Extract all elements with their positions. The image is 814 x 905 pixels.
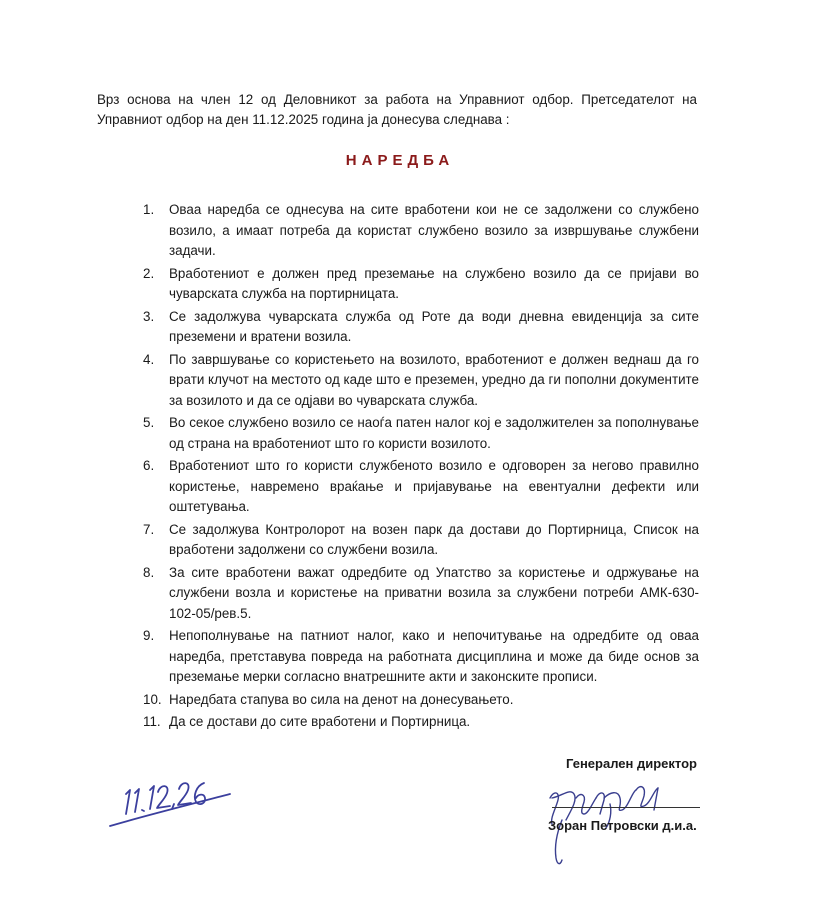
- list-item: [143, 520, 699, 561]
- handwritten-date: [104, 770, 244, 830]
- item-text: Се задолжува Контролорот на возен парк да достави до Портирница, Список на вработени задолжени со службени возила.: [169, 521, 699, 557]
- item-text: Се задолжува чуварската служба од Роте да води дневна евиденција за сите преземени и вратени возила.: [169, 308, 699, 344]
- item-number: 1.: [143, 202, 155, 217]
- item-text: Вработениот што го користи службеното возило е одговорен за негово правилно користење, навремено враќање и пријавување на евентуални дефекти или оштетувања.: [169, 458, 699, 514]
- list-item: [143, 413, 699, 454]
- item-text: Оваа наредба се однесува на сите вработени кои не се задолжени со службено возило, а имаат потреба да користат службено возило за извршување службени задачи.: [169, 202, 699, 258]
- item-number: 8.: [143, 564, 155, 580]
- list-item: [143, 350, 699, 412]
- item-number: 10.: [143, 691, 162, 707]
- signature-line: [552, 807, 700, 808]
- list-item: [143, 456, 699, 518]
- item-text: По завршување со користењето на возилото, вработениот е должен веднаш да го врати клучот на местото од каде што е преземен, уредно да ги пополни документите за возилото и да се одјави во чуварската служба.: [169, 351, 699, 408]
- item-number: 6.: [143, 458, 155, 473]
- item-number: 11.: [143, 714, 161, 729]
- item-number: 5.: [143, 415, 155, 430]
- item-number: 4.: [143, 351, 155, 367]
- list-item: [143, 712, 699, 733]
- item-text: Да се достави до сите вработени и Портирница.: [169, 714, 471, 729]
- list-item: [143, 563, 699, 625]
- item-text: За сите вработени важат одредбите од Упатство за користење и одржување на службени возла и користење на приватни возила за службени потреби АМК-630-102-05/рев.5.: [169, 564, 699, 621]
- document-title: НАРЕДБА: [345, 152, 455, 169]
- item-number: 3.: [143, 308, 155, 324]
- order-list: [143, 200, 699, 735]
- list-item: [143, 690, 699, 711]
- item-number: 2.: [143, 265, 155, 281]
- item-text: Во секое службено возило се наоѓа патен налог кој е задолжителен за пополнување од страна на вработениот што го користи возилото.: [169, 415, 699, 451]
- list-item: [143, 264, 699, 305]
- item-number: 7.: [143, 521, 155, 537]
- item-text: Наредбата стапува во сила на денот на донесувањето.: [169, 691, 514, 707]
- signatory-name: Зоран Петровски д.и.а.: [548, 818, 697, 833]
- intro-paragraph: Врз основа на член 12 од Деловникот за работа на Управниот одбор. Претседателот на Управниот одбор на ден 11.12.2025 година ја донесува следнава :: [97, 92, 697, 127]
- list-item: [143, 307, 699, 348]
- list-item: [143, 200, 699, 262]
- item-text: Вработениот е должен пред преземање на службено возило да се пријави во чуварската служба на портирницата.: [169, 265, 699, 301]
- signatory-role: Генерален директор: [566, 756, 697, 771]
- item-text: Непополнување на патниот налог, како и непочитување на одредбите од оваа наредба, претставува повреда на работната дисциплина и може да биде основ за преземање мерки согласно внатрешните акти и законските прописи.: [169, 628, 699, 684]
- item-number: 9.: [143, 628, 155, 643]
- list-item: [143, 626, 699, 688]
